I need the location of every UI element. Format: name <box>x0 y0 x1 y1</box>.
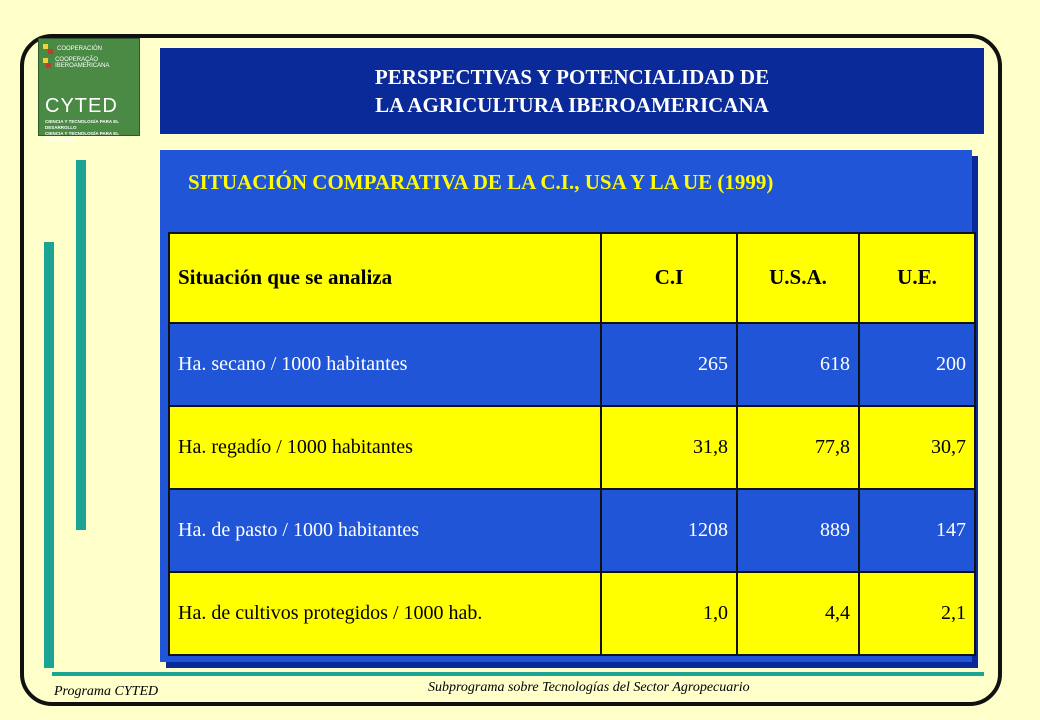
logo-org-line-1: COOPERACIÓN <box>57 46 103 52</box>
row-label: Ha. de pasto / 1000 habitantes <box>169 489 601 572</box>
title-line-1: PERSPECTIVAS Y POTENCIALIDAD DE <box>374 65 770 89</box>
header-ue: U.E. <box>859 233 975 323</box>
decor-bar-2 <box>44 242 54 668</box>
logo-org-line-2: COOPERAÇÃO IBEROAMERICANA <box>55 57 110 69</box>
cell-ue: 147 <box>859 489 975 572</box>
cell-ci: 31,8 <box>601 406 737 489</box>
cell-ci: 265 <box>601 323 737 406</box>
panel-subtitle: SITUACIÓN COMPARATIVA DE LA C.I., USA Y LA UE (1999) <box>188 170 774 194</box>
comparison-table <box>168 232 976 656</box>
title-banner <box>160 48 984 134</box>
cell-ue: 30,7 <box>859 406 975 489</box>
cell-ue: 2,1 <box>859 572 975 655</box>
header-usa: U.S.A. <box>737 233 859 323</box>
table-row <box>169 323 975 406</box>
cell-usa: 889 <box>737 489 859 572</box>
logo-tagline-2: CIENCIA Y TECNOLOGÍA PARA EL DESARROLLO <box>45 131 119 142</box>
footer-rule <box>52 672 984 676</box>
table-header-row <box>169 233 975 323</box>
decor-bar-1 <box>76 160 86 530</box>
cell-usa: 77,8 <box>737 406 859 489</box>
row-label: Ha. secano / 1000 habitantes <box>169 323 601 406</box>
logo-tagline-1: CIENCIA Y TECNOLOGÍA PARA EL DESARROLLO <box>45 119 119 130</box>
cell-usa: 618 <box>737 323 859 406</box>
row-label: Ha. de cultivos protegidos / 1000 hab. <box>169 572 601 655</box>
logo-name: CYTED <box>45 95 118 117</box>
cell-ue: 200 <box>859 323 975 406</box>
header-situacion: Situación que se analiza <box>169 233 601 323</box>
cyted-logo <box>38 38 140 142</box>
row-label: Ha. regadío / 1000 habitantes <box>169 406 601 489</box>
footer-program: Programa CYTED <box>54 684 159 699</box>
table-row <box>169 572 975 655</box>
cell-usa: 4,4 <box>737 572 859 655</box>
table-row <box>169 406 975 489</box>
cell-ci: 1,0 <box>601 572 737 655</box>
header-ci: C.I <box>601 233 737 323</box>
logo-tagline <box>45 119 139 143</box>
title-line-2: LA AGRICULTURA IBEROAMERICANA <box>375 93 769 117</box>
cell-ci: 1208 <box>601 489 737 572</box>
table-row <box>169 489 975 572</box>
footer-subprogram: Subprograma sobre Tecnologías del Sector Agropecuario <box>428 680 750 695</box>
